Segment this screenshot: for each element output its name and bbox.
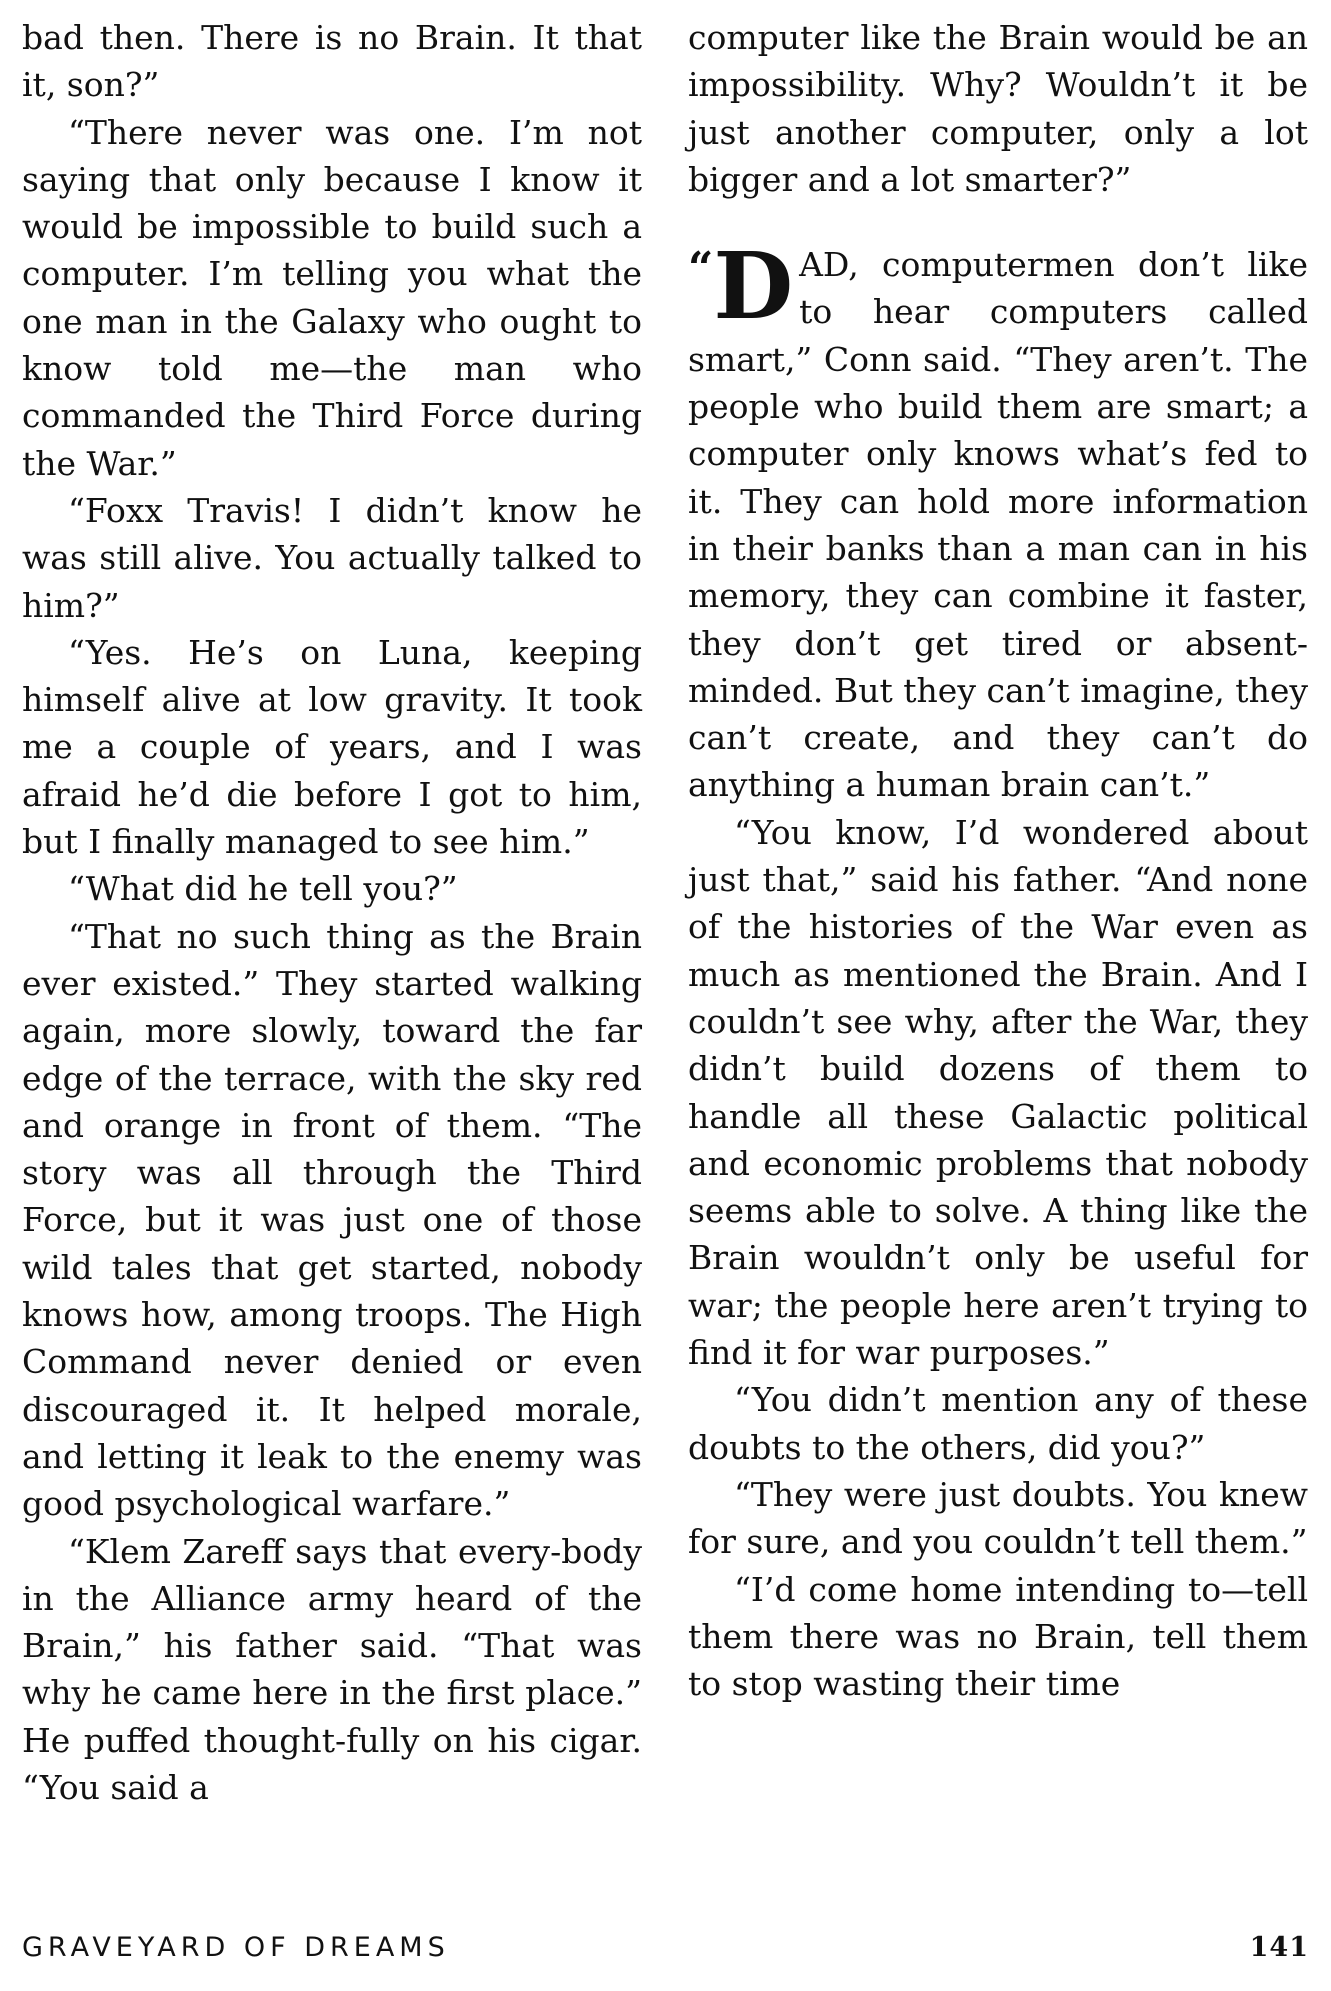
paragraph: “Klem Zareff says that every-body in the Alliance army heard of the Brain,” his father said. “That was why he came here in the first place.” He puffed thought-fully on his cigar. “You said a xyxy=(22,1531,642,1807)
left-text-column xyxy=(22,14,642,1811)
paragraph: “I’d come home intending to—tell them there was no Brain, tell them to stop wasting their time xyxy=(688,1569,1308,1704)
page-number: 141 xyxy=(1249,1932,1309,1963)
paragraph: “You didn’t mention any of these doubts to the others, did you?” xyxy=(688,1380,1308,1467)
drop-cap-quote: “ xyxy=(688,243,714,295)
paragraph: computer like the Brain would be an impossibility. Why? Wouldn’t it be just another computer, only a lot bigger and a lot smarter?” xyxy=(688,18,1308,199)
paragraph: “Yes. He’s on Luna, keeping himself alive at low gravity. It took me a couple of years, and I was afraid he’d die before I got to him, but I finally managed to see him.” xyxy=(22,632,642,862)
drop-cap xyxy=(688,232,794,341)
paragraph: “That no such thing as the Brain ever existed.” They started walking again, more slowly, toward the far edge of the terrace, with the sky red and orange in front of them. “The story was all through the Third Force, but it was just one of those wild tales that get started, nobody knows how, among troops. The High Command never denied or even discouraged it. It helped morale, and letting it leak to the enemy was good psychological warfare.” xyxy=(22,916,642,1524)
paragraph: “There never was one. I’m not saying that only because I know it would be impossible to build such a computer. I’m telling you what the one man in the Galaxy who ought to know told me—the man who commanded the Third Force during the War.” xyxy=(22,112,642,483)
paragraph: “You know, I’d wondered about just that,” said his father. “And none of the histories of the War even as much as mentioned the Brain. And I couldn’t see why, after the War, they didn’t build dozens of them to handle all these Galactic political and economic problems that nobody seems able to solve. A thing like the Brain wouldn’t only be useful for war; the people here aren’t trying to find it for war purposes.” xyxy=(688,812,1308,1373)
drop-cap-letter: D xyxy=(713,232,794,341)
paragraph: “What did he tell you?” xyxy=(68,869,458,909)
dropcap-paragraph xyxy=(688,232,1308,809)
page-footer xyxy=(22,1932,1309,1972)
paragraph: “Foxx Travis! I didn’t know he was still alive. You actually talked to him?” xyxy=(22,490,642,625)
running-title: GRAVEYARD OF DREAMS xyxy=(22,1932,450,1963)
right-text-column xyxy=(688,14,1308,1707)
paragraph: “They were just doubts. You knew for sure, and you couldn’t tell them.” xyxy=(688,1474,1308,1562)
paragraph: bad then. There is no Brain. It that it, son?” xyxy=(22,18,642,105)
paragraph-text: AD, computermen don’t like to hear computers called smart,” Conn said. “They aren’t. The people who build them are smart; a computer only knows what’s fed to it. They can hold more information in their banks than a man can in his memory, they can combine it faster, they don’t get tired or absent-minded. But they can’t imagine, they can’t create, and they can’t do anything a human brain can’t.” xyxy=(688,245,1308,805)
